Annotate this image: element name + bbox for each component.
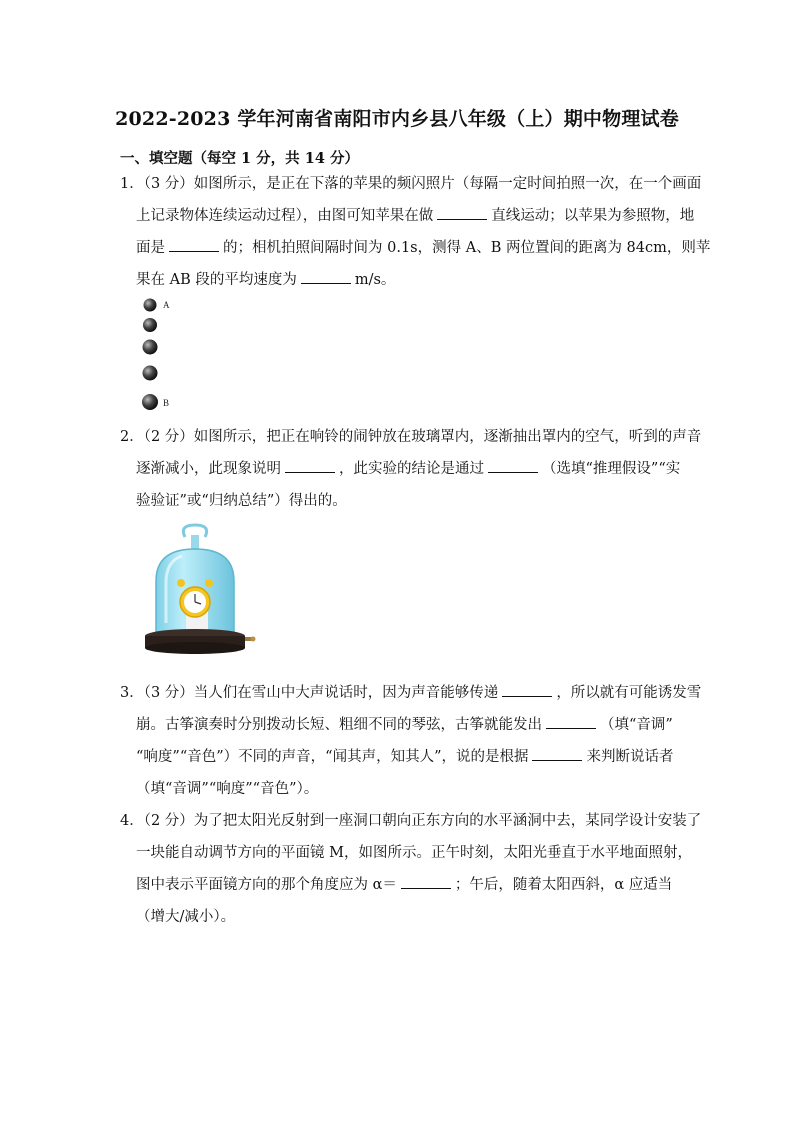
answer-blank[interactable] xyxy=(169,239,219,252)
q2-text: ，此实验的结论是通过 xyxy=(339,461,484,477)
apple-icon xyxy=(142,394,158,410)
q2-text: 逐渐减小，此现象说明 xyxy=(136,461,281,477)
q4-line-4: （增大/减小）。 xyxy=(136,909,236,925)
apple-icon xyxy=(144,299,157,312)
question-1 xyxy=(120,168,711,296)
answer-blank[interactable] xyxy=(301,271,351,284)
q3-text: ，所以就有可能诱发雪 xyxy=(556,685,702,701)
jar-knob xyxy=(191,535,199,549)
clock-bell-right xyxy=(205,579,213,587)
q1-line-2 xyxy=(120,200,695,232)
answer-blank[interactable] xyxy=(285,460,335,473)
q3-text: “响度”“音色”）不同的声音，“闻其声，知其人”，说的是根据 xyxy=(136,749,529,765)
page-title: 2022-2023 学年河南省南阳市内乡县八年级（上）期中物理试卷 xyxy=(115,108,679,130)
q4-text: ；午后，随着太阳西斜，α 应适当 xyxy=(454,877,673,893)
label-b: B xyxy=(163,398,170,408)
q2-line-2 xyxy=(120,453,680,485)
q3-line-2 xyxy=(120,709,680,741)
q1-text: 的；相机拍照间隔时间为 0.1s，测得 A、B 两位置间的距离为 84cm，则苹 xyxy=(223,240,711,256)
q4-line-2: 一块能自动调节方向的平面镜 M，如图所示。正午时刻，太阳光垂直于水平地面照射， xyxy=(136,845,692,861)
answer-blank[interactable] xyxy=(488,460,538,473)
section-heading: 一、填空题（每空 1 分，共 14 分） xyxy=(120,150,359,167)
q4-text: 图中表示平面镜方向的那个角度应为 α＝ xyxy=(136,877,397,893)
q2-text: （选填“推理假设”“实 xyxy=(542,461,681,477)
q3-text: 崩。古筝演奏时分别拨动长短、粗细不同的琴弦，古筝就能发出 xyxy=(136,717,542,733)
q4-line-1: 4．（2 分）为了把太阳光反射到一座洞口朝向正东方向的水平涵洞中去，某同学设计安装了 xyxy=(120,813,702,829)
bell-jar-alarm-clock-figure xyxy=(136,523,256,663)
answer-blank[interactable] xyxy=(437,207,487,220)
q4-line-3 xyxy=(120,869,680,901)
q1-line-1: 1．（3 分）如图所示，是正在下落的苹果的频闪照片（每隔一定时间拍照一次，在一个画面 xyxy=(120,176,702,192)
q1-text: 果在 AB 段的平均速度为 xyxy=(136,272,297,288)
q2-line-1: 2．（2 分）如图所示，把正在响铃的闹钟放在玻璃罩内，逐渐抽出罩内的空气，听到的声音 xyxy=(120,429,702,445)
label-a: A xyxy=(163,300,170,310)
answer-blank[interactable] xyxy=(401,876,451,889)
q2-line-3: 验验证”或“归纳总结”）得出的。 xyxy=(136,493,347,509)
apple-icon xyxy=(143,366,158,381)
clock-bell-left xyxy=(177,579,185,587)
q1-text: 直线运动；以苹果为参照物，地 xyxy=(491,208,695,224)
falling-apple-strobe-figure xyxy=(136,291,196,411)
apple-icon xyxy=(143,318,157,332)
question-3 xyxy=(120,677,702,805)
q3-text: 来判断说话者 xyxy=(586,749,674,765)
question-2 xyxy=(120,421,702,517)
q1-line-4 xyxy=(120,264,680,296)
q1-text: 上记录物体连续运动过程），由图可知苹果在做 xyxy=(136,208,434,224)
q1-line-3 xyxy=(120,232,711,264)
q3-text: （填“音调” xyxy=(600,717,673,733)
question-4 xyxy=(120,805,702,933)
answer-blank[interactable] xyxy=(532,748,582,761)
q1-text: 面是 xyxy=(136,240,165,256)
q3-line-3 xyxy=(120,741,680,773)
q3-line-4: （填“音调”“响度”“音色”）。 xyxy=(136,781,319,797)
answer-blank[interactable] xyxy=(502,684,552,697)
q1-text: m/s。 xyxy=(354,272,396,288)
answer-blank[interactable] xyxy=(546,716,596,729)
q3-line-1 xyxy=(120,677,702,709)
apple-icon xyxy=(143,340,158,355)
q3-text: 3．（3 分）当人们在雪山中大声说话时，因为声音能够传递 xyxy=(120,685,499,701)
